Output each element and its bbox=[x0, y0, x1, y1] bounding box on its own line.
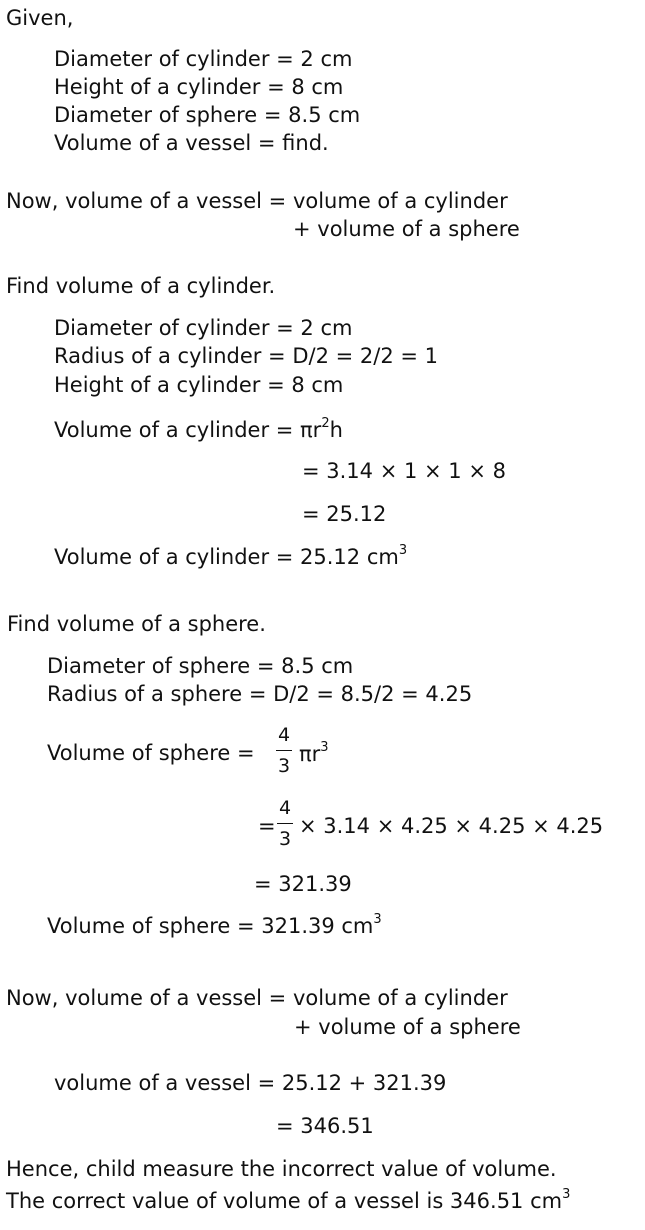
fraction-bar bbox=[277, 823, 293, 824]
cylinder-step-substitution: = 3.14 × 1 × 1 × 8 bbox=[302, 459, 506, 483]
cylinder-height-line: Height of a cylinder = 8 cm bbox=[54, 373, 344, 397]
sphere-step-equals: = bbox=[258, 814, 276, 838]
cylinder-step-value: = 25.12 bbox=[302, 502, 387, 526]
given-line-diameter-sphere: Diameter of sphere = 8.5 cm bbox=[54, 103, 361, 127]
cylinder-result-text: Volume of a cylinder = 25.12 cm bbox=[54, 545, 399, 569]
final-answer-text: The correct value of volume of a vessel is 346.51 cm bbox=[6, 1189, 563, 1213]
cylinder-formula-tail: h bbox=[329, 418, 343, 442]
vessel-formula-continuation: + volume of a sphere bbox=[293, 217, 520, 241]
cylinder-radius-line: Radius of a cylinder = D/2 = 2/2 = 1 bbox=[54, 344, 438, 368]
final-answer-exponent: 3 bbox=[562, 1187, 571, 1202]
cylinder-formula-exponent: 2 bbox=[321, 416, 330, 431]
sphere-diameter-line: Diameter of sphere = 8.5 cm bbox=[47, 654, 354, 678]
cylinder-volume-formula bbox=[54, 416, 343, 442]
fraction-numerator: 4 bbox=[277, 724, 291, 746]
sphere-formula-rhs bbox=[299, 740, 329, 766]
sphere-formula-exponent: 3 bbox=[320, 740, 329, 755]
vessel-formula-continuation-repeat: + volume of a sphere bbox=[294, 1015, 521, 1039]
given-line-volume-vessel: Volume of a vessel = find. bbox=[54, 131, 329, 155]
fraction-numerator: 4 bbox=[278, 797, 292, 819]
vessel-sum-value: = 346.51 bbox=[276, 1114, 374, 1138]
cylinder-heading: Find volume of a cylinder. bbox=[6, 274, 276, 298]
cylinder-formula-lhs: Volume of a cylinder = πr bbox=[54, 418, 322, 442]
final-answer-line bbox=[6, 1187, 571, 1213]
conclusion-line: Hence, child measure the incorrect value of volume. bbox=[6, 1157, 557, 1181]
sphere-result-exponent: 3 bbox=[373, 912, 382, 927]
sphere-step-value: = 321.39 bbox=[254, 872, 352, 896]
given-heading: Given, bbox=[6, 6, 74, 30]
vessel-formula-line: Now, volume of a vessel = volume of a cylinder bbox=[6, 189, 508, 213]
sphere-heading: Find volume of a sphere. bbox=[7, 612, 266, 636]
sphere-formula-pi-r: πr bbox=[299, 742, 321, 766]
sphere-volume-result bbox=[47, 912, 382, 938]
cylinder-volume-result bbox=[54, 543, 408, 569]
sphere-step-fraction bbox=[277, 799, 293, 849]
sphere-result-text: Volume of sphere = 321.39 cm bbox=[47, 914, 374, 938]
sphere-step-substitution: × 3.14 × 4.25 × 4.25 × 4.25 bbox=[299, 814, 604, 838]
sphere-formula-lhs: Volume of sphere = bbox=[47, 741, 255, 765]
vessel-sum-line: volume of a vessel = 25.12 + 321.39 bbox=[54, 1071, 447, 1095]
fraction-denominator: 3 bbox=[278, 828, 292, 850]
cylinder-diameter-line: Diameter of cylinder = 2 cm bbox=[54, 316, 353, 340]
sphere-radius-line: Radius of a sphere = D/2 = 8.5/2 = 4.25 bbox=[47, 682, 473, 706]
fraction-denominator: 3 bbox=[277, 755, 291, 777]
cylinder-result-exponent: 3 bbox=[398, 543, 408, 558]
given-line-height-cylinder: Height of a cylinder = 8 cm bbox=[54, 75, 344, 99]
fraction-bar bbox=[276, 750, 292, 751]
given-line-diameter-cylinder: Diameter of cylinder = 2 cm bbox=[54, 47, 353, 71]
sphere-formula-fraction bbox=[276, 726, 292, 776]
vessel-formula-line-repeat: Now, volume of a vessel = volume of a cylinder bbox=[6, 986, 508, 1010]
